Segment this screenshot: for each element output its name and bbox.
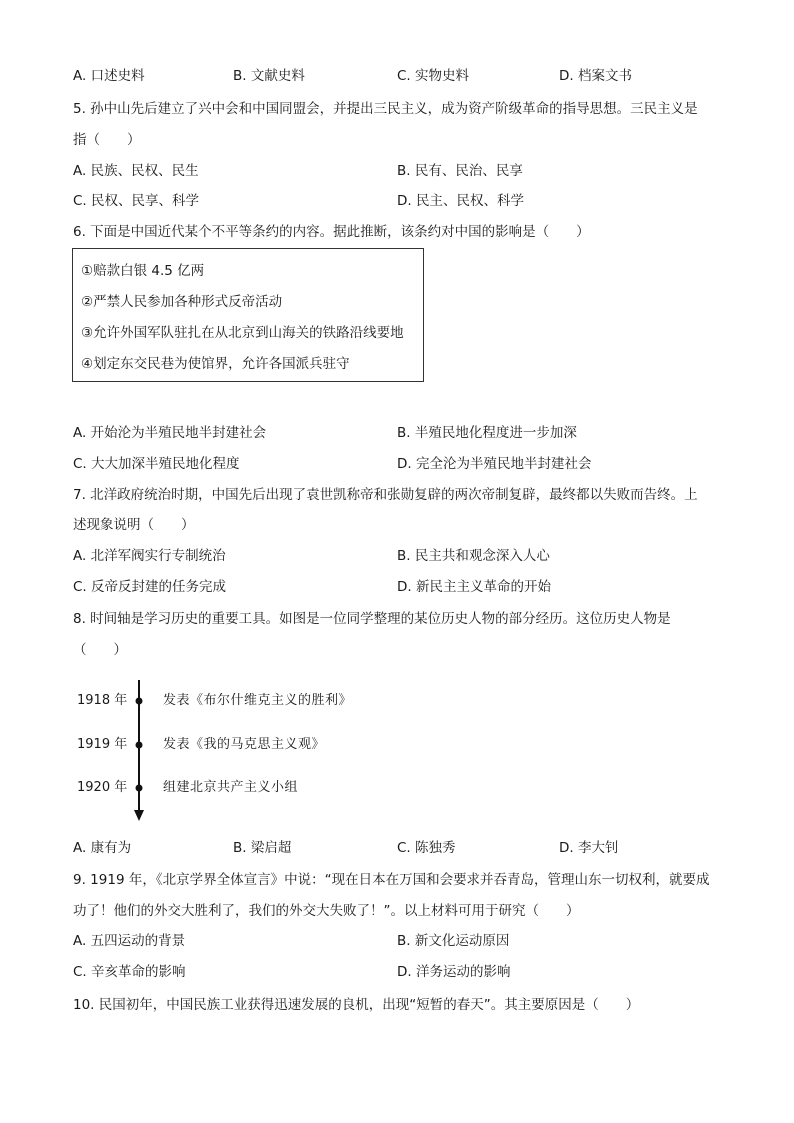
q7-stem-line2: 述现象说明（ ） [73, 517, 195, 533]
option-d: D. 档案文书 [559, 68, 632, 84]
option-a: A. 康有为 [73, 840, 132, 856]
option-b: B. 半殖民地化程度进一步加深 [397, 425, 577, 441]
q8-options [73, 839, 733, 857]
treaty-clause-1: ①赔款白银 4.5 亿两 [81, 263, 205, 279]
q7-options-row2 [73, 578, 733, 596]
timeline-event-3: 组建北京共产主义小组 [163, 780, 299, 795]
q9-options-row1 [73, 932, 733, 950]
treaty-clause-2: ②严禁人民参加各种形式反帝活动 [81, 294, 283, 310]
q6-options-row1 [73, 424, 733, 442]
option-a: A. 民族、民权、民生 [73, 163, 199, 179]
treaty-clause-4: ④划定东交民巷为使馆界，允许各国派兵驻守 [81, 356, 350, 372]
timeline-year-1: 1918 年 [77, 693, 128, 708]
q8-stem-line1: 8. 时间轴是学习历史的重要工具。如图是一位同学整理的某位历史人物的部分经历。这位历史人物是 [73, 611, 671, 627]
q9-stem-line1: 9. 1919 年，《北京学界全体宣言》中说：“现在日本在万国和会要求并吞青岛，管理山东一切权利，就要成 [73, 872, 710, 888]
option-d: D. 民主、民权、科学 [397, 193, 524, 209]
option-b: B. 民主共和观念深入人心 [397, 548, 550, 564]
option-b: B. 文献史料 [233, 68, 305, 84]
q9-options-row2 [73, 963, 733, 981]
q9-stem-line2: 功了！他们的外交大胜利了，我们的外交大失败了！”。以上材料可用于研究（ ） [73, 903, 580, 919]
q5-stem-line1: 5. 孙中山先后建立了兴中会和中国同盟会，并提出三民主义，成为资产阶级革命的指导思想。三民主义是 [73, 101, 698, 117]
timeline-year-3: 1920 年 [77, 780, 128, 795]
q10-stem: 10. 民国初年，中国民族工业获得迅速发展的良机，出现“短暂的春天”。其主要原因是（ ） [73, 997, 640, 1013]
option-b: B. 梁启超 [233, 840, 292, 856]
q7-stem-line1: 7. 北洋政府统治时期，中国先后出现了袁世凯称帝和张勋复辟的两次帝制复辟，最终都以失败而告终。上 [73, 487, 698, 503]
option-a: A. 口述史料 [73, 68, 145, 84]
option-c: C. 实物史料 [397, 68, 470, 84]
option-d: D. 洋务运动的影响 [397, 964, 511, 980]
q5-options-row2 [73, 192, 733, 210]
option-b: B. 新文化运动原因 [397, 933, 510, 949]
option-a: A. 五四运动的背景 [73, 933, 186, 949]
timeline-event-2: 发表《我的马克思主义观》 [163, 737, 326, 752]
timeline-arrow-icon [134, 810, 144, 821]
timeline-dot-2 [136, 742, 143, 749]
q5-options-row1 [73, 162, 733, 180]
timeline-event-1: 发表《布尔什维克主义的胜利》 [163, 693, 353, 708]
option-c: C. 辛亥革命的影响 [73, 964, 186, 980]
q8-stem-line2: （ ） [73, 642, 127, 658]
q4-options [73, 67, 733, 85]
timeline-dot-3 [136, 785, 143, 792]
option-a: A. 开始沦为半殖民地半封建社会 [73, 425, 267, 441]
timeline-dot-1 [136, 698, 143, 705]
q5-stem-line2: 指（ ） [73, 132, 141, 148]
timeline-year-2: 1919 年 [77, 737, 128, 752]
option-a: A. 北洋军阀实行专制统治 [73, 548, 226, 564]
q6-treaty-box [72, 248, 424, 382]
treaty-clause-3: ③允许外国军队驻扎在从北京到山海关的铁路沿线要地 [81, 325, 404, 341]
option-d: D. 新民主主义革命的开始 [397, 579, 551, 595]
option-c: C. 民权、民享、科学 [73, 193, 200, 209]
option-d: D. 李大钊 [559, 840, 619, 856]
option-b: B. 民有、民治、民享 [397, 163, 523, 179]
q6-options-row2 [73, 455, 733, 473]
q7-options-row1 [73, 547, 733, 565]
q6-stem: 6. 下面是中国近代某个不平等条约的内容。据此推断，该条约对中国的影响是（ ） [73, 224, 590, 240]
timeline-axis [128, 676, 150, 822]
option-d: D. 完全沦为半殖民地半封建社会 [397, 456, 592, 472]
option-c: C. 反帝反封建的任务完成 [73, 579, 227, 595]
option-c: C. 陈独秀 [397, 840, 456, 856]
option-c: C. 大大加深半殖民地化程度 [73, 456, 240, 472]
